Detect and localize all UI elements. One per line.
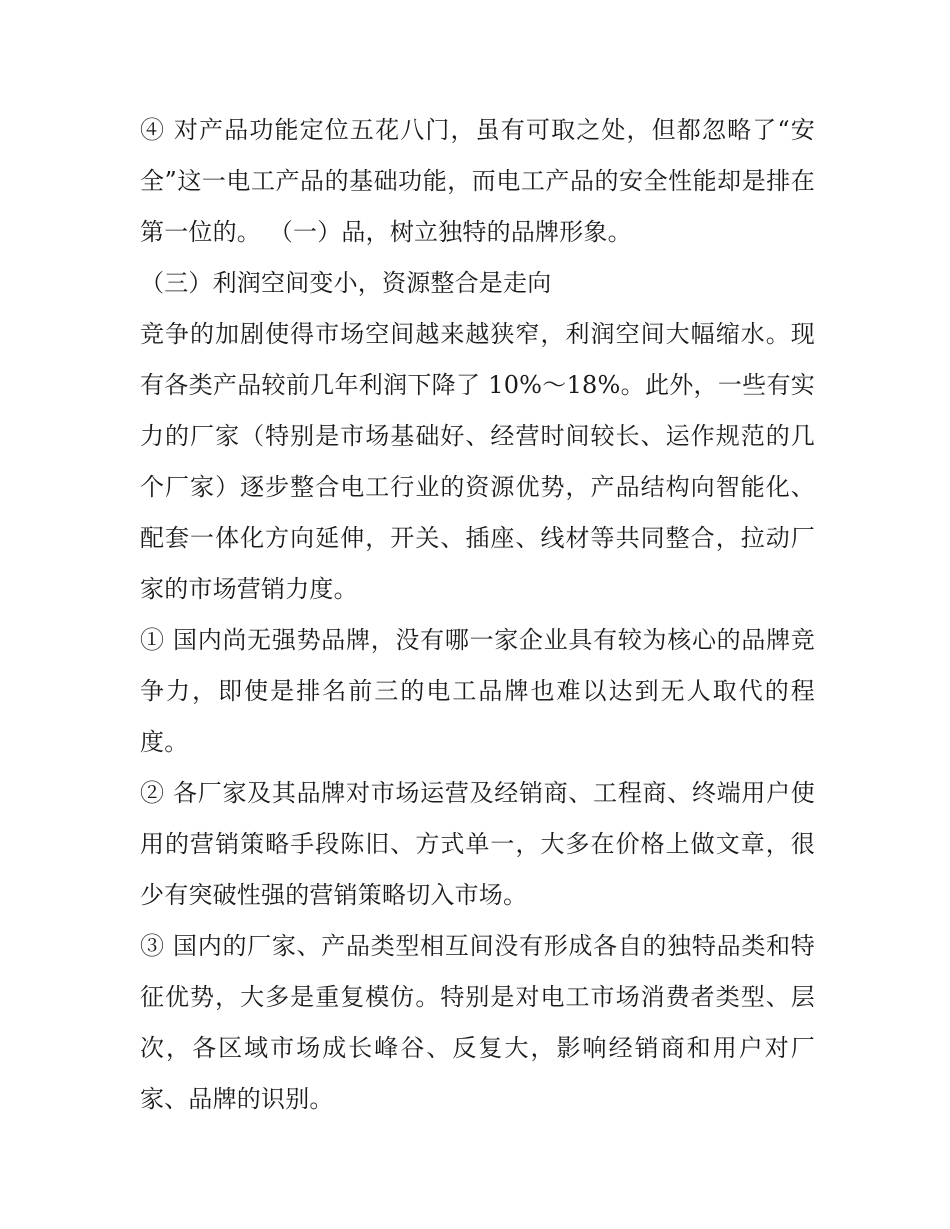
section-heading-profit-space: （三）利润空间变小，资源整合是走向	[140, 269, 552, 297]
paragraph-competition: 竞争的加剧使得市场空间越来越狭窄，利润空间大幅缩水。现有各类产品较前几年利润下降了 10%～18%。此外，一些有实力的厂家（特别是市场基础好、经营时间较长、运作规范的几个厂家）逐步整合电工行业的资源优势，产品结构向智能化、配套一体化方向延伸，开关、插座、线材等共同整合，拉动厂家的市场营销力度。	[140, 320, 815, 603]
paragraph-product-imitation: ③ 国内的厂家、产品类型相互间没有形成各自的独特品类和特征优势，大多是重复模仿。特别是对电工市场消费者类型、层次，各区域市场成长峰谷、反复大，影响经销商和用户对厂家、品牌的识别。	[140, 932, 815, 1113]
paragraph-no-strong-brand: ① 国内尚无强势品牌，没有哪一家企业具有较为核心的品牌竞争力，即使是排名前三的电工品牌也难以达到无人取代的程度。	[140, 626, 815, 756]
document-body	[140, 105, 815, 1125]
paragraph-marketing-strategy: ② 各厂家及其品牌对市场运营及经销商、工程商、终端用户使用的营销策略手段陈旧、方式单一，大多在价格上做文章，很少有突破性强的营销策略切入市场。	[140, 779, 815, 909]
paragraph-safety-function: ④ 对产品功能定位五花八门，虽有可取之处，但都忽略了“安全”这一电工产品的基础功能，而电工产品的安全性能却是排在第一位的。 （一）品，树立独特的品牌形象。	[140, 116, 815, 246]
